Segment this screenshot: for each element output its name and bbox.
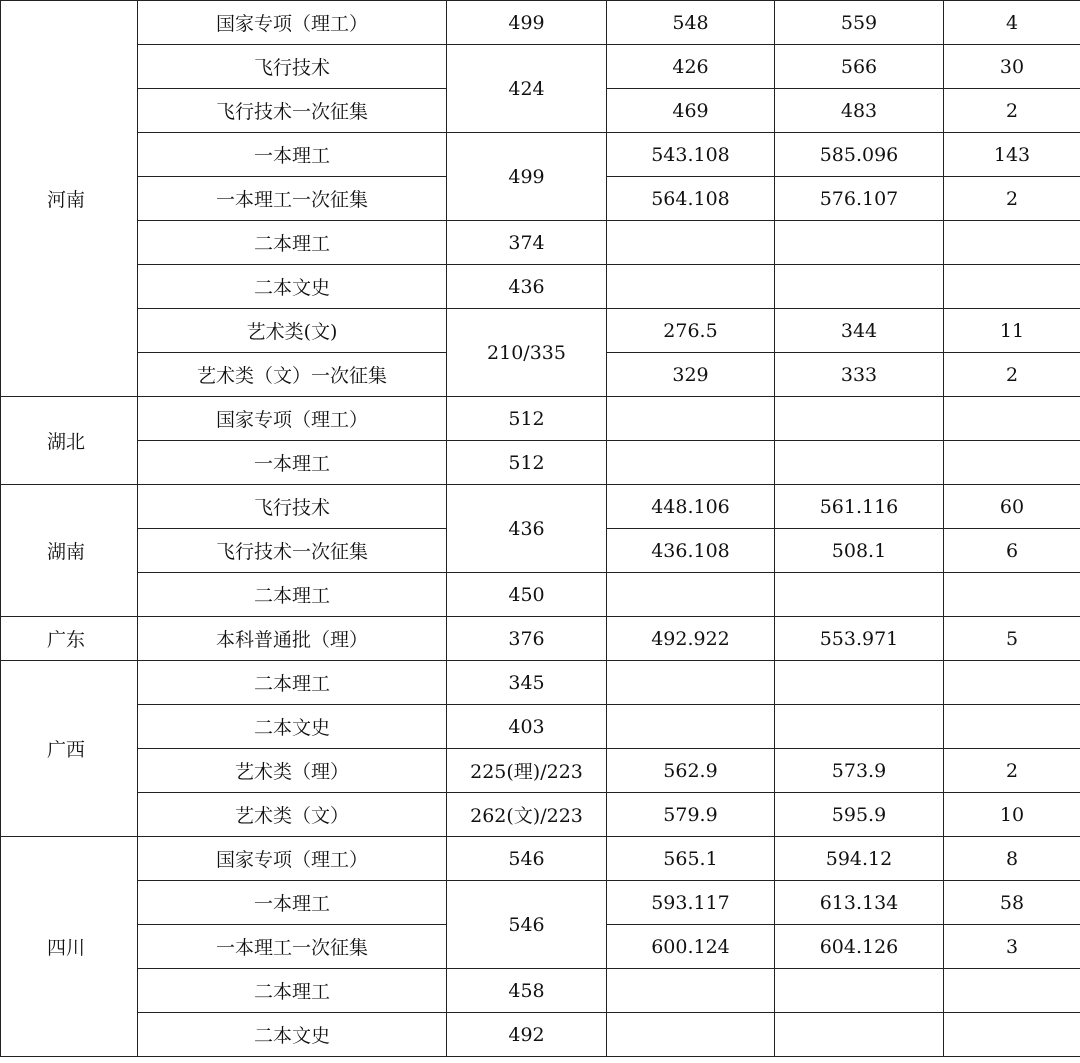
- admitted-count-cell: [944, 221, 1080, 265]
- max-score-cell: [775, 1013, 944, 1057]
- admitted-count-cell: 3: [944, 925, 1080, 969]
- table-row: [1, 661, 1080, 705]
- control-line-cell: 458: [447, 969, 607, 1013]
- min-score-cell: 548: [607, 1, 775, 45]
- max-score-cell: [775, 265, 944, 309]
- min-score-cell: 600.124: [607, 925, 775, 969]
- control-line-cell: 376: [447, 617, 607, 661]
- control-line-cell: 512: [447, 441, 607, 485]
- table-body: [1, 1, 1080, 1057]
- admitted-count-cell: 2: [944, 353, 1080, 397]
- table-row: [1, 617, 1080, 661]
- max-score-cell: 559: [775, 1, 944, 45]
- admitted-count-cell: 2: [944, 177, 1080, 221]
- category-cell: 一本理工一次征集: [138, 177, 447, 221]
- min-score-cell: [607, 221, 775, 265]
- min-score-cell: 469: [607, 89, 775, 133]
- control-line-cell: 262(文)/223: [447, 793, 607, 837]
- category-cell: 飞行技术: [138, 485, 447, 529]
- table-row: [1, 1, 1080, 45]
- table-row: [1, 881, 1080, 925]
- province-cell: 广西: [1, 661, 138, 837]
- max-score-cell: 585.096: [775, 133, 944, 177]
- admitted-count-cell: [944, 441, 1080, 485]
- max-score-cell: [775, 221, 944, 265]
- table-row: [1, 221, 1080, 265]
- max-score-cell: [775, 969, 944, 1013]
- admitted-count-cell: [944, 397, 1080, 441]
- admitted-count-cell: 60: [944, 485, 1080, 529]
- min-score-cell: 426: [607, 45, 775, 89]
- min-score-cell: 543.108: [607, 133, 775, 177]
- control-line-cell: 210/335: [447, 309, 607, 397]
- category-cell: 二本理工: [138, 573, 447, 617]
- category-cell: 二本理工: [138, 969, 447, 1013]
- min-score-cell: [607, 705, 775, 749]
- min-score-cell: [607, 661, 775, 705]
- province-cell: 湖北: [1, 397, 138, 485]
- max-score-cell: 595.9: [775, 793, 944, 837]
- admitted-count-cell: [944, 265, 1080, 309]
- max-score-cell: [775, 705, 944, 749]
- max-score-cell: 573.9: [775, 749, 944, 793]
- max-score-cell: 576.107: [775, 177, 944, 221]
- min-score-cell: 593.117: [607, 881, 775, 925]
- admitted-count-cell: 11: [944, 309, 1080, 353]
- category-cell: 本科普通批（理）: [138, 617, 447, 661]
- category-cell: 飞行技术一次征集: [138, 529, 447, 573]
- table-row: [1, 837, 1080, 881]
- max-score-cell: 561.116: [775, 485, 944, 529]
- category-cell: 艺术类(文): [138, 309, 447, 353]
- admitted-count-cell: 10: [944, 793, 1080, 837]
- admitted-count-cell: 58: [944, 881, 1080, 925]
- category-cell: 飞行技术: [138, 45, 447, 89]
- table-row: [1, 969, 1080, 1013]
- province-cell: 四川: [1, 837, 138, 1057]
- category-cell: 二本文史: [138, 1013, 447, 1057]
- admitted-count-cell: [944, 1013, 1080, 1057]
- table-row: [1, 705, 1080, 749]
- min-score-cell: [607, 441, 775, 485]
- min-score-cell: 565.1: [607, 837, 775, 881]
- control-line-cell: 436: [447, 485, 607, 573]
- table-row: [1, 45, 1080, 89]
- table-row: [1, 1013, 1080, 1057]
- min-score-cell: 564.108: [607, 177, 775, 221]
- control-line-cell: 374: [447, 221, 607, 265]
- min-score-cell: 329: [607, 353, 775, 397]
- min-score-cell: [607, 397, 775, 441]
- max-score-cell: 613.134: [775, 881, 944, 925]
- control-line-cell: 403: [447, 705, 607, 749]
- category-cell: 一本理工: [138, 133, 447, 177]
- category-cell: 飞行技术一次征集: [138, 89, 447, 133]
- table-row: [1, 265, 1080, 309]
- max-score-cell: 553.971: [775, 617, 944, 661]
- table-row: [1, 397, 1080, 441]
- min-score-cell: 436.108: [607, 529, 775, 573]
- table-row: [1, 749, 1080, 793]
- max-score-cell: 344: [775, 309, 944, 353]
- min-score-cell: [607, 573, 775, 617]
- min-score-cell: [607, 969, 775, 1013]
- control-line-cell: 546: [447, 881, 607, 969]
- max-score-cell: [775, 441, 944, 485]
- control-line-cell: 345: [447, 661, 607, 705]
- control-line-cell: 450: [447, 573, 607, 617]
- table-row: [1, 309, 1080, 353]
- max-score-cell: 333: [775, 353, 944, 397]
- max-score-cell: [775, 397, 944, 441]
- category-cell: 二本文史: [138, 265, 447, 309]
- admitted-count-cell: 30: [944, 45, 1080, 89]
- control-line-cell: 424: [447, 45, 607, 133]
- min-score-cell: 492.922: [607, 617, 775, 661]
- admitted-count-cell: 2: [944, 89, 1080, 133]
- max-score-cell: 566: [775, 45, 944, 89]
- admitted-count-cell: [944, 705, 1080, 749]
- min-score-cell: 448.106: [607, 485, 775, 529]
- table-row: [1, 485, 1080, 529]
- category-cell: 二本理工: [138, 221, 447, 265]
- max-score-cell: [775, 573, 944, 617]
- max-score-cell: 604.126: [775, 925, 944, 969]
- category-cell: 国家专项（理工）: [138, 837, 447, 881]
- admitted-count-cell: 2: [944, 749, 1080, 793]
- category-cell: 一本理工: [138, 441, 447, 485]
- min-score-cell: [607, 1013, 775, 1057]
- category-cell: 二本理工: [138, 661, 447, 705]
- admitted-count-cell: [944, 573, 1080, 617]
- admitted-count-cell: [944, 661, 1080, 705]
- category-cell: 一本理工一次征集: [138, 925, 447, 969]
- admitted-count-cell: 4: [944, 1, 1080, 45]
- admitted-count-cell: 8: [944, 837, 1080, 881]
- category-cell: 二本文史: [138, 705, 447, 749]
- admitted-count-cell: [944, 969, 1080, 1013]
- control-line-cell: 512: [447, 397, 607, 441]
- table-row: [1, 133, 1080, 177]
- province-cell: 湖南: [1, 485, 138, 617]
- table-row: [1, 793, 1080, 837]
- category-cell: 一本理工: [138, 881, 447, 925]
- table-row: [1, 441, 1080, 485]
- category-cell: 艺术类（文）一次征集: [138, 353, 447, 397]
- province-cell: 广东: [1, 617, 138, 661]
- control-line-cell: 492: [447, 1013, 607, 1057]
- min-score-cell: 276.5: [607, 309, 775, 353]
- control-line-cell: 499: [447, 1, 607, 45]
- max-score-cell: [775, 661, 944, 705]
- admitted-count-cell: 5: [944, 617, 1080, 661]
- min-score-cell: [607, 265, 775, 309]
- category-cell: 艺术类（理）: [138, 749, 447, 793]
- category-cell: 艺术类（文）: [138, 793, 447, 837]
- table-row: [1, 573, 1080, 617]
- category-cell: 国家专项（理工）: [138, 397, 447, 441]
- max-score-cell: 508.1: [775, 529, 944, 573]
- admitted-count-cell: 143: [944, 133, 1080, 177]
- control-line-cell: 225(理)/223: [447, 749, 607, 793]
- admitted-count-cell: 6: [944, 529, 1080, 573]
- control-line-cell: 546: [447, 837, 607, 881]
- control-line-cell: 436: [447, 265, 607, 309]
- province-cell: 河南: [1, 1, 138, 397]
- min-score-cell: 579.9: [607, 793, 775, 837]
- control-line-cell: 499: [447, 133, 607, 221]
- max-score-cell: 594.12: [775, 837, 944, 881]
- min-score-cell: 562.9: [607, 749, 775, 793]
- category-cell: 国家专项（理工）: [138, 1, 447, 45]
- max-score-cell: 483: [775, 89, 944, 133]
